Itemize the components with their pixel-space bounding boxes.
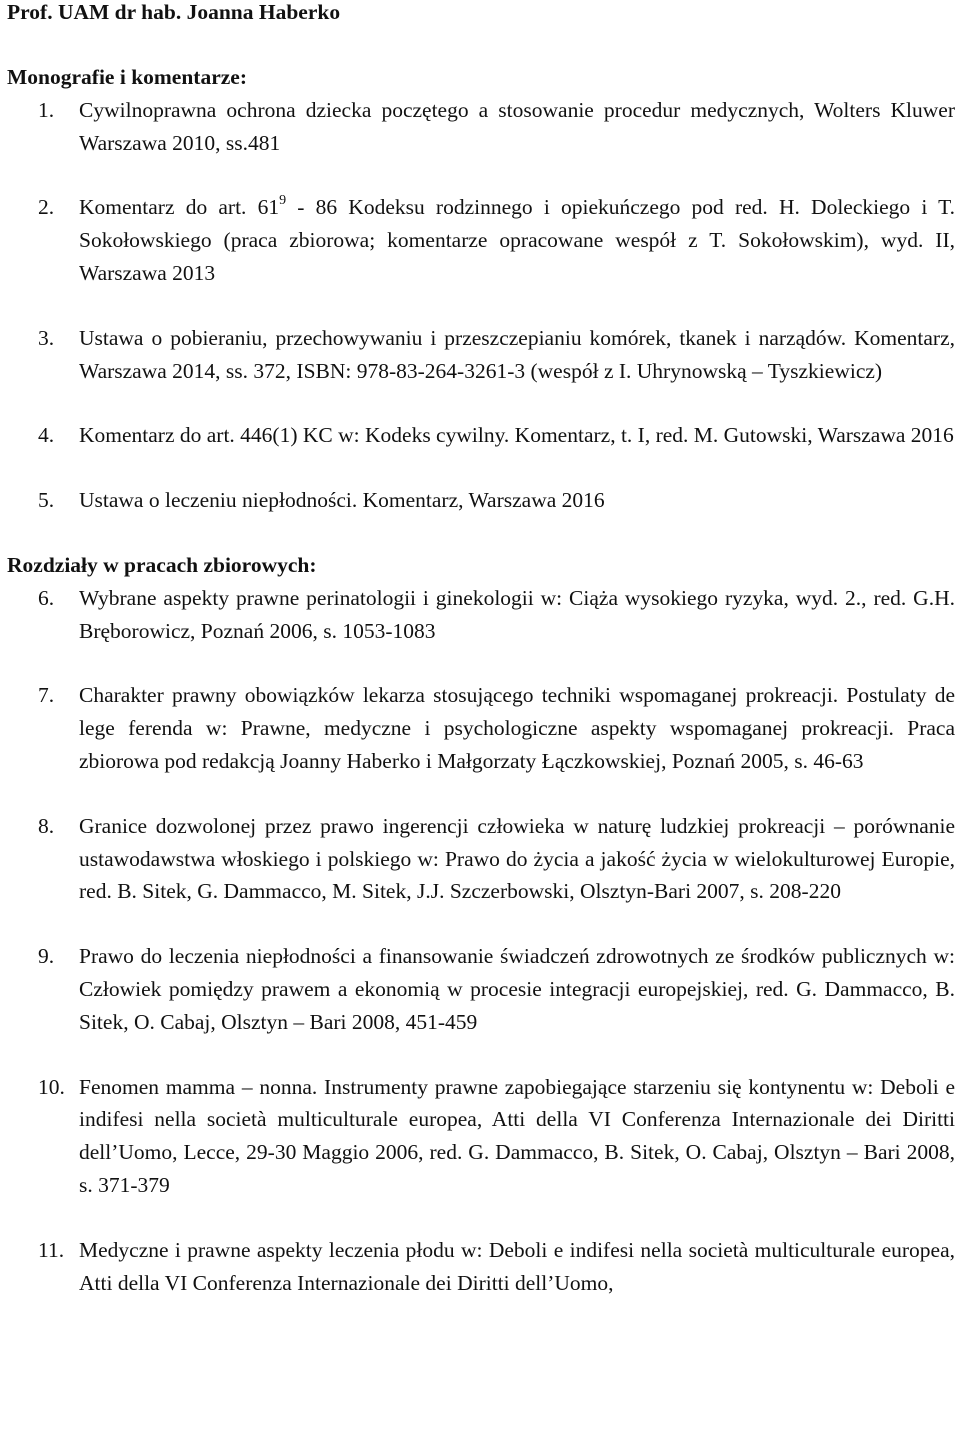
- item-text: Granice dozwolonej przez prawo ingerencji człowieka w naturę ludzkiej prokreacji – porównanie ustawodawstwa włoskiego i polskiego w: Prawo do życia a jakość życia w wielokulturowej Europie, red. B. Sitek, G. Dammacco, M. Sitek, J.J. Szczerbowski, Olsztyn-Bari 2007, s. 208-220: [79, 813, 955, 904]
- item-number: 2.: [38, 195, 55, 220]
- item-number: 7.: [38, 683, 55, 708]
- spacer: [7, 1202, 955, 1234]
- item-number: 9.: [38, 944, 55, 969]
- item-text-part: - 86 Kodeksu rodzinnego i opiekuńczego pod red. H. Doleckiego i T. Sokołowskiego (praca zbiorowa; komentarze opracowane wespół z T. Sokołowskim), wyd. II, Warszawa 2013: [79, 195, 956, 285]
- section-heading-monographs: Monografie i komentarze:: [7, 65, 248, 89]
- item-text: [79, 191, 955, 289]
- list-item: [7, 419, 955, 452]
- list-item: [7, 679, 955, 777]
- superscript: 9: [279, 193, 287, 209]
- section-heading-chapters: Rozdziały w pracach zbiorowych:: [7, 552, 317, 577]
- list-item: [7, 940, 955, 1038]
- document-page: [7, 0, 955, 1299]
- list-item: [7, 484, 955, 517]
- item-text: Medyczne i prawne aspekty leczenia płodu w: Deboli e indifesi nella società multiculturale europea, Atti della VI Conferenza Internazionale dei Diritti dell’Uomo,: [79, 1237, 955, 1295]
- monographs-list: [7, 94, 955, 517]
- spacer: [7, 290, 955, 322]
- author-name: Prof. UAM dr hab. Joanna Haberko: [7, 0, 341, 24]
- list-item: [7, 191, 955, 289]
- list-item: [7, 582, 955, 648]
- chapters-list: [7, 582, 955, 1300]
- item-number: 1.: [38, 97, 55, 122]
- list-item: [7, 1234, 955, 1300]
- list-item: [7, 94, 955, 160]
- item-text: Ustawa o leczeniu niepłodności. Komentarz, Warszawa 2016: [79, 488, 605, 513]
- item-number: 5.: [38, 488, 55, 513]
- spacer: [7, 517, 955, 549]
- item-number: 8.: [38, 813, 55, 838]
- spacer: [7, 1039, 955, 1071]
- spacer: [7, 387, 955, 419]
- list-item: [7, 1071, 955, 1202]
- item-text: Fenomen mamma – nonna. Instrumenty prawne zapobiegające starzeniu się kontynentu w: Deboli e indifesi nella società multiculturale europea, Atti della VI Conferenza Internazionale dei Diritti dell’Uomo, Lecce, 29-30 Maggio 2006, red. G. Dammacco, B. Sitek, O. Cabaj, Olsztyn – Bari 2008, s. 371-379: [79, 1074, 955, 1197]
- spacer: [7, 908, 955, 940]
- spacer: [7, 452, 955, 484]
- item-text: Charakter prawny obowiązków lekarza stosującego techniki wspomaganej prokreacji. Postulaty de lege ferenda w: Prawne, medyczne i psychologiczne aspekty wspomaganej prokreacji. Praca zbiorowa pod redakcją Joanny Haberko i Małgorzaty Łączkowskiej, Poznań 2005, s. 46-63: [79, 683, 955, 773]
- item-number: 11.: [38, 1237, 65, 1262]
- spacer: [7, 159, 955, 191]
- item-number: 3.: [38, 325, 55, 350]
- spacer: [7, 647, 955, 679]
- item-number: 4.: [38, 423, 55, 448]
- spacer: [7, 778, 955, 810]
- item-text: Ustawa o pobieraniu, przechowywaniu i przeszczepianiu komórek, tkanek i narządów. Komentarz, Warszawa 2014, ss. 372, ISBN: 978-83-264-3261-3 (wespół z I. Uhrynowską – Tyszkiewicz): [79, 325, 955, 383]
- list-item: [7, 810, 955, 908]
- spacer: [7, 29, 955, 61]
- item-number: 10.: [38, 1074, 65, 1099]
- list-item: [7, 322, 955, 388]
- item-number: 6.: [38, 585, 55, 610]
- item-text: Cywilnoprawna ochrona dziecka poczętego a stosowanie procedur medycznych, Wolters Kluwer Warszawa 2010, ss.481: [79, 97, 955, 155]
- item-text: Komentarz do art. 446(1) KC w: Kodeks cywilny. Komentarz, t. I, red. M. Gutowski, Warszawa 2016: [79, 423, 954, 448]
- item-text: Prawo do leczenia niepłodności a finansowanie świadczeń zdrowotnych ze środków publicznych w: Człowiek pomiędzy prawem a ekonomią w procesie integracji europejskiej, red. G. Dammacco, B. Sitek, O. Cabaj, Olsztyn – Bari 2008, 451-459: [79, 944, 955, 1034]
- item-text-part: Komentarz do art. 61: [79, 195, 280, 220]
- item-text: Wybrane aspekty prawne perinatologii i ginekologii w: Ciąża wysokiego ryzyka, wyd. 2., red. G.H. Bręborowicz, Poznań 2006, s. 1053-1083: [79, 585, 955, 643]
